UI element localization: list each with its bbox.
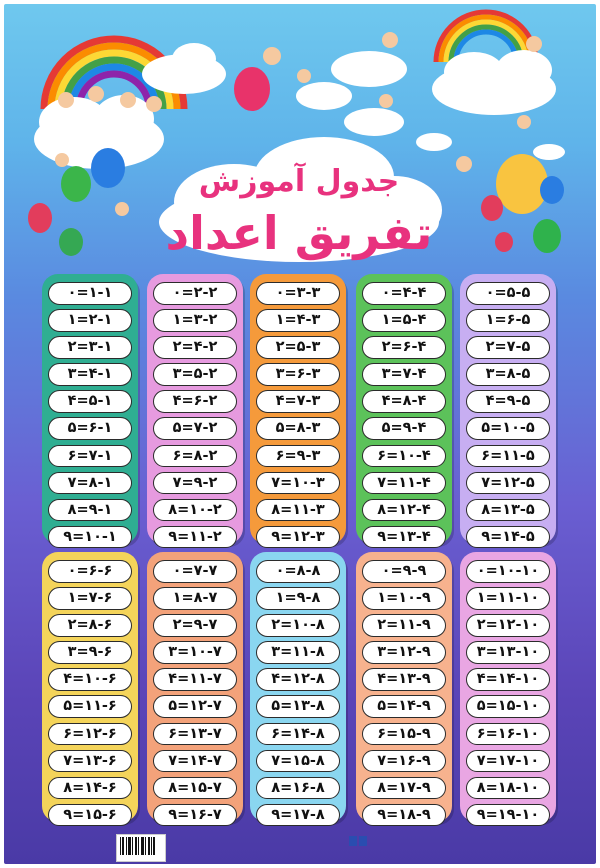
equation-pill: ۱-۱=۰ — [48, 282, 132, 305]
equation-pill: ۱۴-۷=۷ — [153, 750, 237, 773]
column-minus-5 — [460, 274, 556, 544]
column-minus-1 — [42, 274, 138, 544]
equation-pill: ۶-۶=۰ — [48, 560, 132, 583]
column-minus-2 — [147, 274, 243, 544]
equation-pill: ۴-۲=۲ — [153, 336, 237, 359]
equation-pill: ۱۰-۷=۳ — [153, 641, 237, 664]
equation-pill: ۱۲-۷=۵ — [153, 695, 237, 718]
title-line-2: تفریق اعداد — [165, 206, 433, 260]
equation-pill: ۹-۶=۳ — [48, 641, 132, 664]
equation-pill: ۵-۱=۴ — [48, 390, 132, 413]
equation-pill: ۱۰-۱۰=۰ — [466, 560, 550, 583]
column-minus-10 — [460, 552, 556, 822]
equation-pill: ۱۷-۱۰=۷ — [466, 750, 550, 773]
equation-pill: ۱۲-۸=۴ — [256, 668, 340, 691]
equation-pill: ۱۰-۸=۲ — [256, 614, 340, 637]
equation-pill: ۷-۶=۱ — [48, 587, 132, 610]
equation-pill: ۱۱-۹=۲ — [362, 614, 446, 637]
equation-pill: ۱۱-۳=۸ — [256, 499, 340, 522]
equation-pill: ۶-۵=۱ — [466, 309, 550, 332]
column-minus-6 — [42, 552, 138, 822]
equation-pill: ۸-۱=۷ — [48, 472, 132, 495]
poster — [4, 4, 596, 864]
equation-pill: ۱۲-۱۰=۲ — [466, 614, 550, 637]
column-minus-8 — [250, 552, 346, 822]
equation-pill: ۶-۲=۴ — [153, 390, 237, 413]
equation-pill: ۵-۲=۳ — [153, 363, 237, 386]
column-minus-7 — [147, 552, 243, 822]
equation-pill: ۸-۸=۰ — [256, 560, 340, 583]
equation-pill: ۱۰-۲=۸ — [153, 499, 237, 522]
equation-pill: ۱۳-۴=۹ — [362, 526, 446, 549]
equation-pill: ۱۱-۲=۹ — [153, 526, 237, 549]
equation-pill: ۱۶-۱۰=۶ — [466, 723, 550, 746]
equation-pill: ۸-۳=۵ — [256, 417, 340, 440]
equation-pill: ۱۵-۷=۸ — [153, 777, 237, 800]
equation-pill: ۱۱-۴=۷ — [362, 472, 446, 495]
equation-pill: ۹-۹=۰ — [362, 560, 446, 583]
equation-pill: ۱۰-۴=۶ — [362, 445, 446, 468]
equation-pill: ۱۱-۷=۴ — [153, 668, 237, 691]
equation-pill: ۶-۱=۵ — [48, 417, 132, 440]
equation-pill: ۱۶-۸=۸ — [256, 777, 340, 800]
equation-pill: ۱۶-۷=۹ — [153, 804, 237, 827]
equation-pill: ۱۲-۳=۹ — [256, 526, 340, 549]
equation-pill: ۴-۱=۳ — [48, 363, 132, 386]
equation-pill: ۶-۳=۳ — [256, 363, 340, 386]
equation-pill: ۱۹-۱۰=۹ — [466, 804, 550, 827]
equation-pill: ۱۳-۷=۶ — [153, 723, 237, 746]
equation-pill: ۱۵-۸=۷ — [256, 750, 340, 773]
equation-pill: ۱۸-۱۰=۸ — [466, 777, 550, 800]
equation-pill: ۴-۳=۱ — [256, 309, 340, 332]
equation-pill: ۲-۲=۰ — [153, 282, 237, 305]
equation-pill: ۱۱-۸=۳ — [256, 641, 340, 664]
equation-pill: ۱۲-۶=۶ — [48, 723, 132, 746]
equation-pill: ۱۴-۵=۹ — [466, 526, 550, 549]
equation-pill: ۲-۱=۱ — [48, 309, 132, 332]
equation-pill: ۱۰-۳=۷ — [256, 472, 340, 495]
equation-pill: ۹-۳=۶ — [256, 445, 340, 468]
equation-pill: ۹-۲=۷ — [153, 472, 237, 495]
equation-pill: ۶-۴=۲ — [362, 336, 446, 359]
equation-pill: ۳-۳=۰ — [256, 282, 340, 305]
equation-pill: ۳-۱=۲ — [48, 336, 132, 359]
column-minus-9 — [356, 552, 452, 822]
equation-pill: ۱۳-۹=۴ — [362, 668, 446, 691]
equation-pill: ۱۴-۹=۵ — [362, 695, 446, 718]
column-minus-3 — [250, 274, 346, 544]
equation-pill: ۱۳-۵=۸ — [466, 499, 550, 522]
equation-pill: ۱۳-۱۰=۳ — [466, 641, 550, 664]
equation-pill: ۱۲-۵=۷ — [466, 472, 550, 495]
equation-pill: ۱۷-۸=۹ — [256, 804, 340, 827]
column-minus-4 — [356, 274, 452, 544]
equation-pill: ۱۰-۱=۹ — [48, 526, 132, 549]
equation-pill: ۱۵-۶=۹ — [48, 804, 132, 827]
equation-pill: ۱۰-۹=۱ — [362, 587, 446, 610]
title-line-1: جدول آموزش — [198, 164, 400, 199]
publisher-logo-icon — [334, 834, 382, 860]
equation-pill: ۵-۵=۰ — [466, 282, 550, 305]
equation-pill: ۷-۴=۳ — [362, 363, 446, 386]
equation-pill: ۱۴-۱۰=۴ — [466, 668, 550, 691]
equation-pill: ۱۵-۱۰=۵ — [466, 695, 550, 718]
equation-pill: ۱۲-۴=۸ — [362, 499, 446, 522]
equation-pill: ۱۳-۶=۷ — [48, 750, 132, 773]
equation-pill: ۳-۲=۱ — [153, 309, 237, 332]
equation-pill: ۷-۷=۰ — [153, 560, 237, 583]
equation-pill: ۴-۴=۰ — [362, 282, 446, 305]
equation-pill: ۷-۱=۶ — [48, 445, 132, 468]
equation-pill: ۸-۵=۳ — [466, 363, 550, 386]
equation-pill: ۷-۳=۴ — [256, 390, 340, 413]
equation-pill: ۱۳-۸=۵ — [256, 695, 340, 718]
equation-pill: ۱۱-۱۰=۱ — [466, 587, 550, 610]
equation-pill: ۷-۲=۵ — [153, 417, 237, 440]
barcode — [116, 834, 166, 862]
equation-pill: ۵-۴=۱ — [362, 309, 446, 332]
equation-pill: ۹-۴=۵ — [362, 417, 446, 440]
equation-pill: ۹-۸=۱ — [256, 587, 340, 610]
equation-pill: ۱۱-۶=۵ — [48, 695, 132, 718]
equation-pill: ۱۸-۹=۹ — [362, 804, 446, 827]
equation-pill: ۹-۵=۴ — [466, 390, 550, 413]
equation-pill: ۷-۵=۲ — [466, 336, 550, 359]
equation-pill: ۹-۱=۸ — [48, 499, 132, 522]
equation-pill: ۹-۷=۲ — [153, 614, 237, 637]
equation-pill: ۱۴-۸=۶ — [256, 723, 340, 746]
equation-pill: ۱۷-۹=۸ — [362, 777, 446, 800]
equation-pill: ۸-۶=۲ — [48, 614, 132, 637]
equation-pill: ۱۰-۶=۴ — [48, 668, 132, 691]
equation-pill: ۱۶-۹=۷ — [362, 750, 446, 773]
equation-pill: ۸-۷=۱ — [153, 587, 237, 610]
equation-pill: ۱۴-۶=۸ — [48, 777, 132, 800]
equation-pill: ۱۰-۵=۵ — [466, 417, 550, 440]
equation-pill: ۵-۳=۲ — [256, 336, 340, 359]
equation-pill: ۱۵-۹=۶ — [362, 723, 446, 746]
equation-pill: ۱۱-۵=۶ — [466, 445, 550, 468]
equation-pill: ۸-۴=۴ — [362, 390, 446, 413]
equation-pill: ۸-۲=۶ — [153, 445, 237, 468]
equation-pill: ۱۲-۹=۳ — [362, 641, 446, 664]
